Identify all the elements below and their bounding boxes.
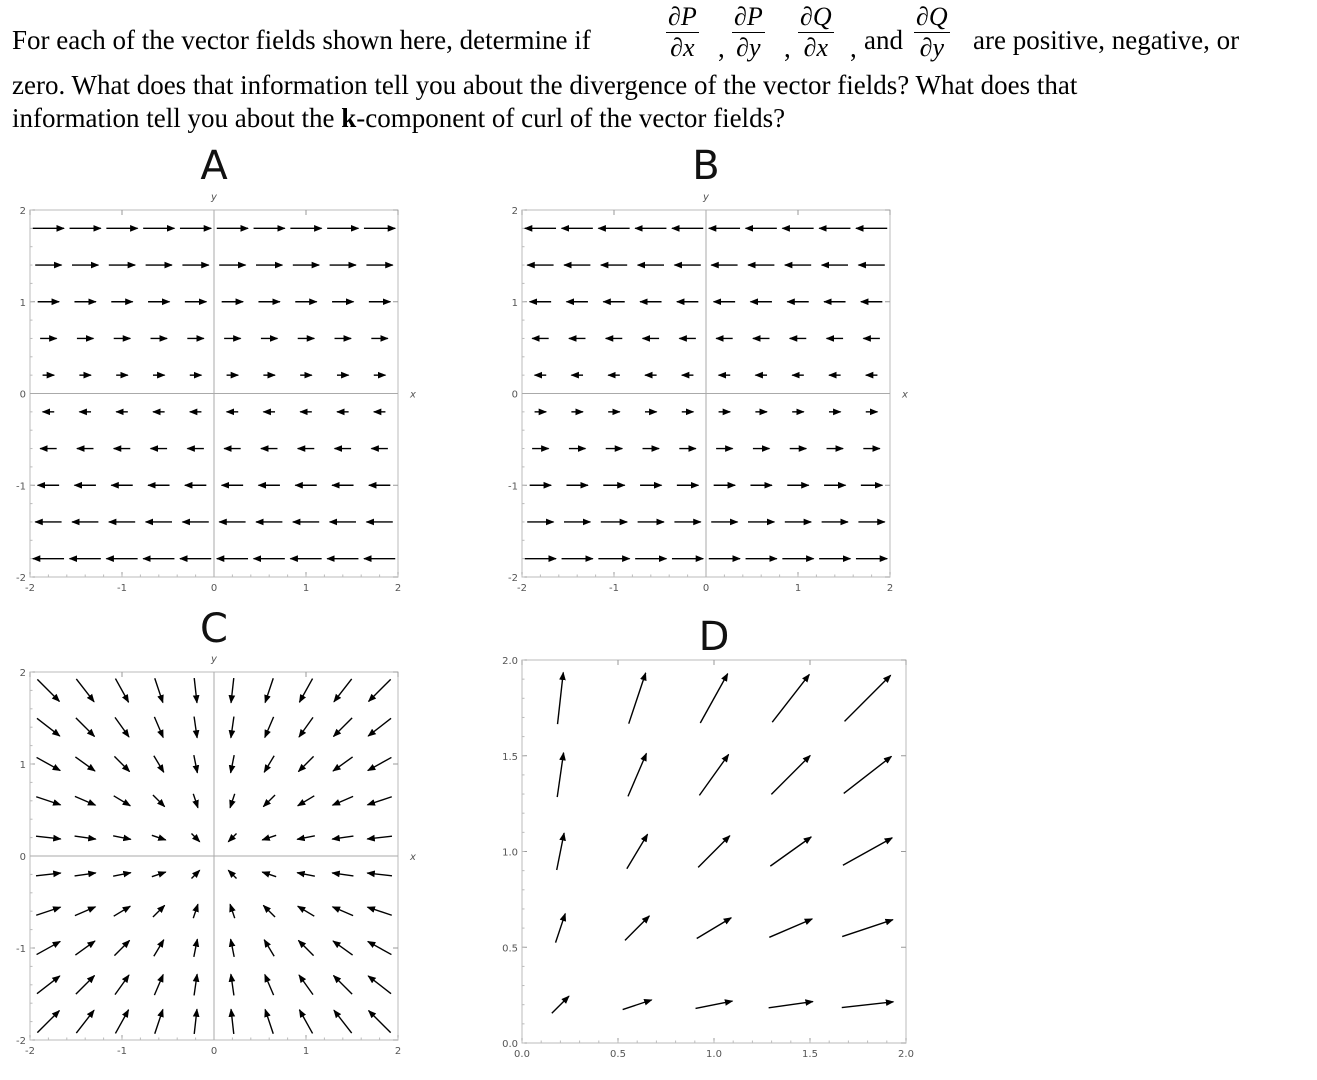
y-tick-label: -1 [16,481,26,493]
vector-arrow [231,717,234,738]
vector-arrow [369,679,391,701]
vector-arrow [367,907,391,915]
y-tick-label: -2 [16,573,26,584]
question-line-2: zero. What does that information tell you about the divergence of the vector fields? What does that [12,70,1078,100]
x-tick-label: -1 [117,1046,127,1057]
y-tick-label: 0 [19,389,26,401]
vector-arrow [193,904,198,918]
y-tick-label: 2 [511,206,518,217]
y-tick-label: 1 [511,297,518,309]
y-tick-label: 2.0 [502,656,518,667]
vector-arrow [769,1002,813,1008]
vector-arrow [367,873,392,876]
x-tick-label: 2 [394,1046,402,1057]
vector-arrow [113,873,131,877]
y-tick-label: -1 [508,481,518,493]
vector-arrow [334,1010,352,1033]
x-axis-label: x [410,852,416,863]
vector-arrow [114,940,129,955]
y-tick-label: 2 [19,668,26,679]
vector-arrow [228,833,236,841]
x-axis-label: x [410,389,416,401]
vector-arrow [368,976,391,994]
vector-arrow [76,679,94,702]
question-line-1: For each of the vector fields shown here, determine if [12,25,591,55]
vector-arrow [556,914,566,943]
vector-field-plot-c [16,654,416,1057]
y-tick-label: 1.0 [502,847,518,859]
x-tick-label: -1 [609,583,619,594]
vector-arrow [37,1011,59,1033]
x-tick-label: 0 [702,583,710,594]
vector-arrow [194,678,197,703]
vector-arrow [264,756,274,773]
y-axis-label: y [211,654,217,665]
vector-arrow [191,833,199,841]
vector-arrow [154,975,163,996]
vector-arrow [699,754,728,795]
vector-arrow [334,679,352,702]
vector-arrow [231,974,234,995]
vector-arrow [262,835,276,840]
vector-arrow [152,835,166,840]
vector-arrow [368,718,391,736]
vector-arrow [194,939,198,957]
vector-arrow [629,673,646,724]
vector-arrow [262,872,276,877]
x-tick-label: 2 [394,583,402,594]
vector-field-plot-d [502,656,914,1060]
vector-arrow [625,916,649,940]
x-tick-label: 1.0 [706,1049,722,1060]
vector-arrow [299,1010,312,1034]
vector-arrow [263,905,275,917]
and-word: and [864,25,903,55]
vector-arrow [153,795,165,807]
vector-arrow [36,797,60,805]
plot-title-d: D [698,614,730,660]
x-tick-label: 1.5 [802,1049,818,1060]
plot-title-b: B [692,143,720,189]
vector-arrow [114,796,131,806]
x-tick-label: 2 [886,583,894,594]
vector-arrow [558,672,564,724]
vector-arrow [76,718,95,737]
vector-arrow [265,1009,273,1033]
vector-arrow [154,940,164,957]
vector-arrow [76,1010,94,1033]
vector-arrow [37,718,60,736]
vector-arrow [194,1009,197,1034]
vector-arrow [623,1000,652,1010]
vector-arrow [231,678,234,703]
vector-arrow [557,753,563,797]
vector-arrow [153,905,165,917]
plot-title-a: A [200,143,228,189]
vector-arrow [114,906,131,916]
x-tick-label: 1 [794,583,802,594]
vector-arrow [772,674,809,722]
vector-arrow [698,836,730,868]
fraction-numerator: ∂P [668,2,697,31]
vector-arrow [332,836,353,839]
vector-arrow [844,756,892,793]
question-line-3: information tell you about the k-component of curl of the vector fields? [12,103,786,133]
bold-k: k [341,103,357,133]
x-tick-label: 0.5 [610,1049,626,1060]
fraction-denominator: ∂x [670,33,695,62]
vector-arrow [75,836,96,839]
fraction-numerator: ∂Q [916,2,948,31]
x-tick-label: -2 [25,583,35,594]
vector-arrow [297,836,315,840]
vector-arrow [264,940,274,957]
vector-arrow [113,836,131,840]
vector-arrow [333,941,353,955]
vector-arrow [154,717,163,738]
vector-arrow [75,757,95,771]
vector-arrow [231,1009,234,1034]
vector-arrow [115,717,129,737]
comma: , [784,33,791,63]
fraction-numerator: ∂P [734,2,763,31]
vector-arrow [152,872,166,877]
vector-arrow [771,755,810,794]
vector-arrow [842,1002,894,1008]
y-tick-label: 1 [19,297,26,309]
vector-arrow [697,918,732,939]
vector-arrow [75,907,96,916]
y-axis-label: y [211,192,217,203]
fraction-denominator: ∂y [919,33,944,62]
x-tick-label: 0.0 [514,1049,530,1060]
vector-arrow [299,717,313,737]
vector-arrow [194,717,197,738]
vector-arrow [552,996,569,1013]
x-tick-label: -2 [517,583,527,594]
comma: , [850,33,857,63]
fraction-numerator: ∂Q [800,2,832,31]
vector-arrow [263,795,275,807]
vector-arrow [298,906,315,916]
vector-arrow [115,975,129,995]
vector-arrow [36,836,61,839]
vector-field-plot-b [508,192,908,594]
question-line-1-end: are positive, negative, or [973,25,1240,55]
vector-arrow [367,797,391,805]
vector-arrow [265,717,274,738]
vector-arrow [193,794,198,808]
x-tick-label: -1 [117,583,127,594]
vector-arrow [298,796,315,806]
vector-arrow [37,679,59,701]
vector-arrow [155,678,163,702]
y-axis-label: y [703,192,709,203]
vector-arrow [194,974,197,995]
vector-arrow [230,904,235,918]
vector-arrow [228,870,236,878]
y-tick-label: 0.0 [502,1039,518,1050]
vector-arrow [332,873,353,876]
x-tick-label: 1 [302,1046,310,1057]
vector-arrow [36,907,60,915]
vector-arrow [845,675,891,721]
y-tick-label: 1.5 [502,751,518,763]
vector-arrow [299,679,312,703]
vector-arrow [75,941,95,955]
x-tick-label: 0 [210,1046,218,1057]
vector-arrow [369,1011,391,1033]
y-tick-label: 0.5 [502,943,518,955]
y-tick-label: 2 [19,206,26,217]
vector-arrow [114,756,129,771]
vector-arrow [298,940,313,955]
y-tick-label: -2 [508,573,518,584]
fraction-denominator: ∂x [803,33,828,62]
vector-arrow [231,939,235,957]
vector-arrow [155,1009,163,1033]
vector-arrow [265,975,274,996]
vector-arrow [700,674,727,723]
vector-arrow [37,976,60,994]
x-tick-label: 2.0 [898,1049,914,1060]
vector-arrow [75,796,96,805]
vector-arrow [557,833,564,870]
vector-arrow [333,907,354,916]
vector-field-plot-a [16,192,416,594]
fraction-denominator: ∂y [736,33,761,62]
y-tick-label: 0 [511,389,518,401]
y-tick-label: 0 [19,852,26,863]
vector-arrow [770,837,811,866]
y-tick-label: -1 [16,944,26,955]
vector-arrow [696,1001,733,1008]
vector-arrow [842,920,893,937]
vector-arrow [115,679,128,703]
vector-arrow [231,755,235,773]
y-tick-label: -2 [16,1036,26,1047]
x-tick-label: -2 [25,1046,35,1057]
comma: , [718,33,725,63]
vector-arrow [191,870,199,878]
vector-arrow [367,836,392,839]
vector-arrow [154,756,164,773]
vector-arrow [265,678,273,702]
vector-arrow [194,755,198,773]
x-tick-label: 0 [210,583,218,594]
vector-arrow [333,757,353,771]
vector-arrow [769,919,812,937]
vector-arrow [37,757,61,770]
y-tick-label: 1 [19,760,26,771]
vector-arrow [230,794,235,808]
vector-arrow [36,873,61,876]
vector-arrow [333,718,352,737]
vector-arrow [843,838,892,865]
vector-arrow [299,975,313,995]
vector-arrow [368,757,392,770]
vector-arrow [115,1010,128,1034]
vector-arrow [627,834,648,869]
vector-arrow [37,941,61,954]
vector-arrow [628,753,646,796]
vector-arrow [368,941,392,954]
vector-arrow [298,756,313,771]
x-tick-label: 1 [302,583,310,594]
plot-title-c: C [200,606,228,652]
vector-arrow [333,796,354,805]
vector-arrow [297,873,315,877]
vector-arrow [76,975,95,994]
vector-arrow [333,975,352,994]
vector-arrow [75,873,96,876]
x-axis-label: x [902,389,908,401]
